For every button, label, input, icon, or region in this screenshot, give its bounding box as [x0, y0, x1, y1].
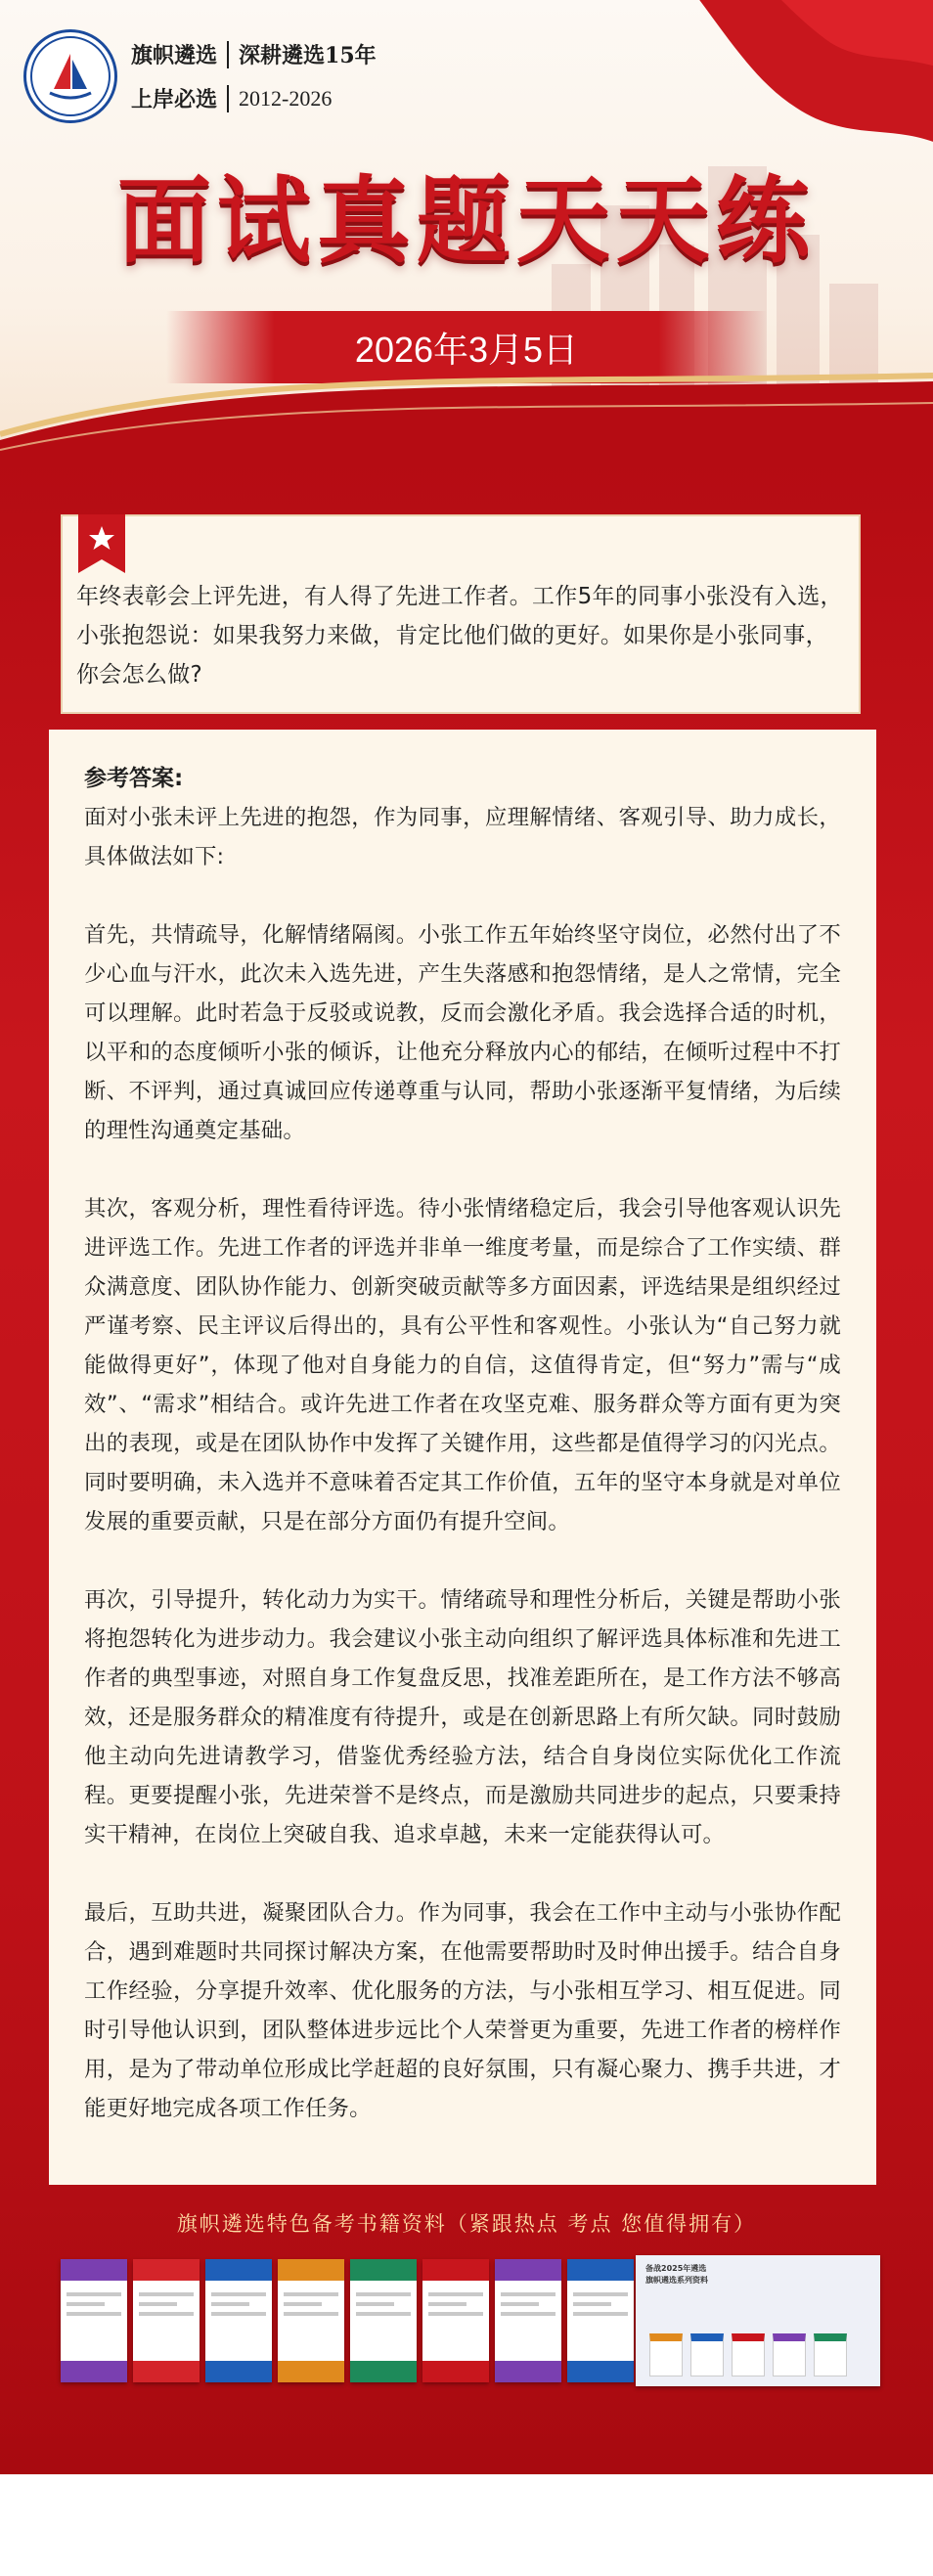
- promo-line-2: 旗帜遴选系列资料: [645, 2276, 708, 2285]
- brand-slogan: 深耕遴选15年: [239, 43, 377, 68]
- answer-paragraph-1: 首先，共情疏导，化解情绪隔阂。小张工作五年始终坚守岗位，必然付出了不少心血与汗水，此次未入选先进，产生失落感和抱怨情绪，是人之常情，完全可以理解。此时若急于反驳或说教，反而会激化矛盾。我会选择合适的时机，以平和的态度倾听小张的倾诉，让他充分释放内心的郁结，在倾听过程中不打断、不评判，通过真诚回应传递尊重与认同，帮助小张逐渐平复情绪，为后续的理性沟通奠定基础。: [84, 922, 841, 1143]
- book-cover[interactable]: [205, 2259, 272, 2382]
- mini-book: [773, 2333, 806, 2376]
- mini-book: [690, 2333, 724, 2376]
- brand-line-1: 旗帜遴选: [131, 43, 218, 68]
- page-title: 面试真题天天练: [117, 166, 816, 276]
- answer-title: 参考答案:: [84, 766, 184, 791]
- book-cover[interactable]: [133, 2259, 200, 2382]
- book-cover[interactable]: [278, 2259, 344, 2382]
- answer-card: [49, 730, 876, 2185]
- mini-book: [649, 2333, 683, 2376]
- books-showcase: [57, 2255, 880, 2386]
- star-bookmark-icon: [78, 514, 125, 573]
- books-caption: 旗帜遴选特色备考书籍资料（紧跟热点 考点 您值得拥有）: [176, 2212, 757, 2236]
- question-card: [61, 514, 861, 714]
- promo-line-1: 备战2025年遴选: [645, 2264, 707, 2273]
- answer-paragraph-3: 再次，引导提升，转化动力为实干。情绪疏导和理性分析后，关键是帮助小张将抱怨转化为进步动力。我会建议小张主动向组织了解评选具体标准和先进工作者的典型事迹，对照自身工作复盘反思，找准差距所在，是工作方法不够高效，还是服务群众的精准度有待提升，或是在创新思路上有所欠缺。同时鼓励他主动向先进请教学习，借鉴优秀经验方法，结合自身岗位实际优化工作流程。更要提醒小张，先进荣誉不是终点，而是激励共同进步的起点，只要秉持实干精神，在岗位上突破自我、追求卓越，未来一定能获得认可。: [84, 1587, 841, 1847]
- answer-paragraph-2: 其次，客观分析，理性看待评选。待小张情绪稳定后，我会引导他客观认识先进评选工作。先进工作者的评选并非单一维度考量，而是综合了工作实绩、群众满意度、团队协作能力、创新突破贡献等多方面因素，评选结果是组织经过严谨考察、民主评议后得出的，具有公平性和客观性。小张认为“自己努力就能做得更好”，体现了他对自身能力的自信，这值得肯定，但“努力”需与“成效”、“需求”相结合。或许先进工作者在攻坚克难、服务群众等方面有更为突出的表现，或是在团队协作中发挥了关键作用，这些都是值得学习的闪光点。同时要明确，未入选并不意味着否定其工作价值，五年的坚守本身就是对单位发展的重要贡献，只是在部分方面仍有提升空间。: [84, 1196, 841, 1534]
- book-cover[interactable]: [61, 2259, 127, 2382]
- question-text: 年终表彰会上评先进，有人得了先进工作者。工作5年的同事小张没有入选，小张抱怨说：如果我努力来做，肯定比他们做的更好。如果你是小张同事，你会怎么做?: [76, 584, 843, 688]
- book-cover[interactable]: [495, 2259, 561, 2382]
- book-cover[interactable]: [567, 2259, 634, 2382]
- date-text: 2026年3月5日: [354, 329, 579, 370]
- books-promo-card[interactable]: [636, 2255, 880, 2386]
- brand-divider: [227, 85, 229, 112]
- brand-line-2: 上岸必选: [131, 87, 218, 112]
- answer-paragraph-4: 最后，互助共进，凝聚团队合力。作为同事，我会在工作中主动与小张协作配合，遇到难题时共同探讨解决方案，在他需要帮助时及时伸出援手。结合自身工作经验，分享提升效率、优化服务的方法，与小张相互学习、相互促进。同时引导他认识到，团队整体进步远比个人荣誉更为重要，先进工作者的榜样作用，是为了带动单位形成比学赶超的良好氛围，只有凝心聚力、携手共进，才能更好地完成各项工作任务。: [84, 1900, 841, 2121]
- logo-emblem: [23, 29, 117, 123]
- answer-intro: 面对小张未评上先进的抱怨，作为同事，应理解情绪、客观引导、助力成长，具体做法如下:: [84, 805, 841, 869]
- book-cover[interactable]: [350, 2259, 417, 2382]
- sailboat-icon: [26, 32, 114, 120]
- book-cover[interactable]: [422, 2259, 489, 2382]
- header-banner: [0, 0, 933, 509]
- brand-divider: [227, 41, 229, 68]
- mini-book: [814, 2333, 847, 2376]
- brand-years: 2012-2026: [239, 85, 333, 111]
- brand-logo-block: [23, 29, 377, 123]
- mini-book: [732, 2333, 765, 2376]
